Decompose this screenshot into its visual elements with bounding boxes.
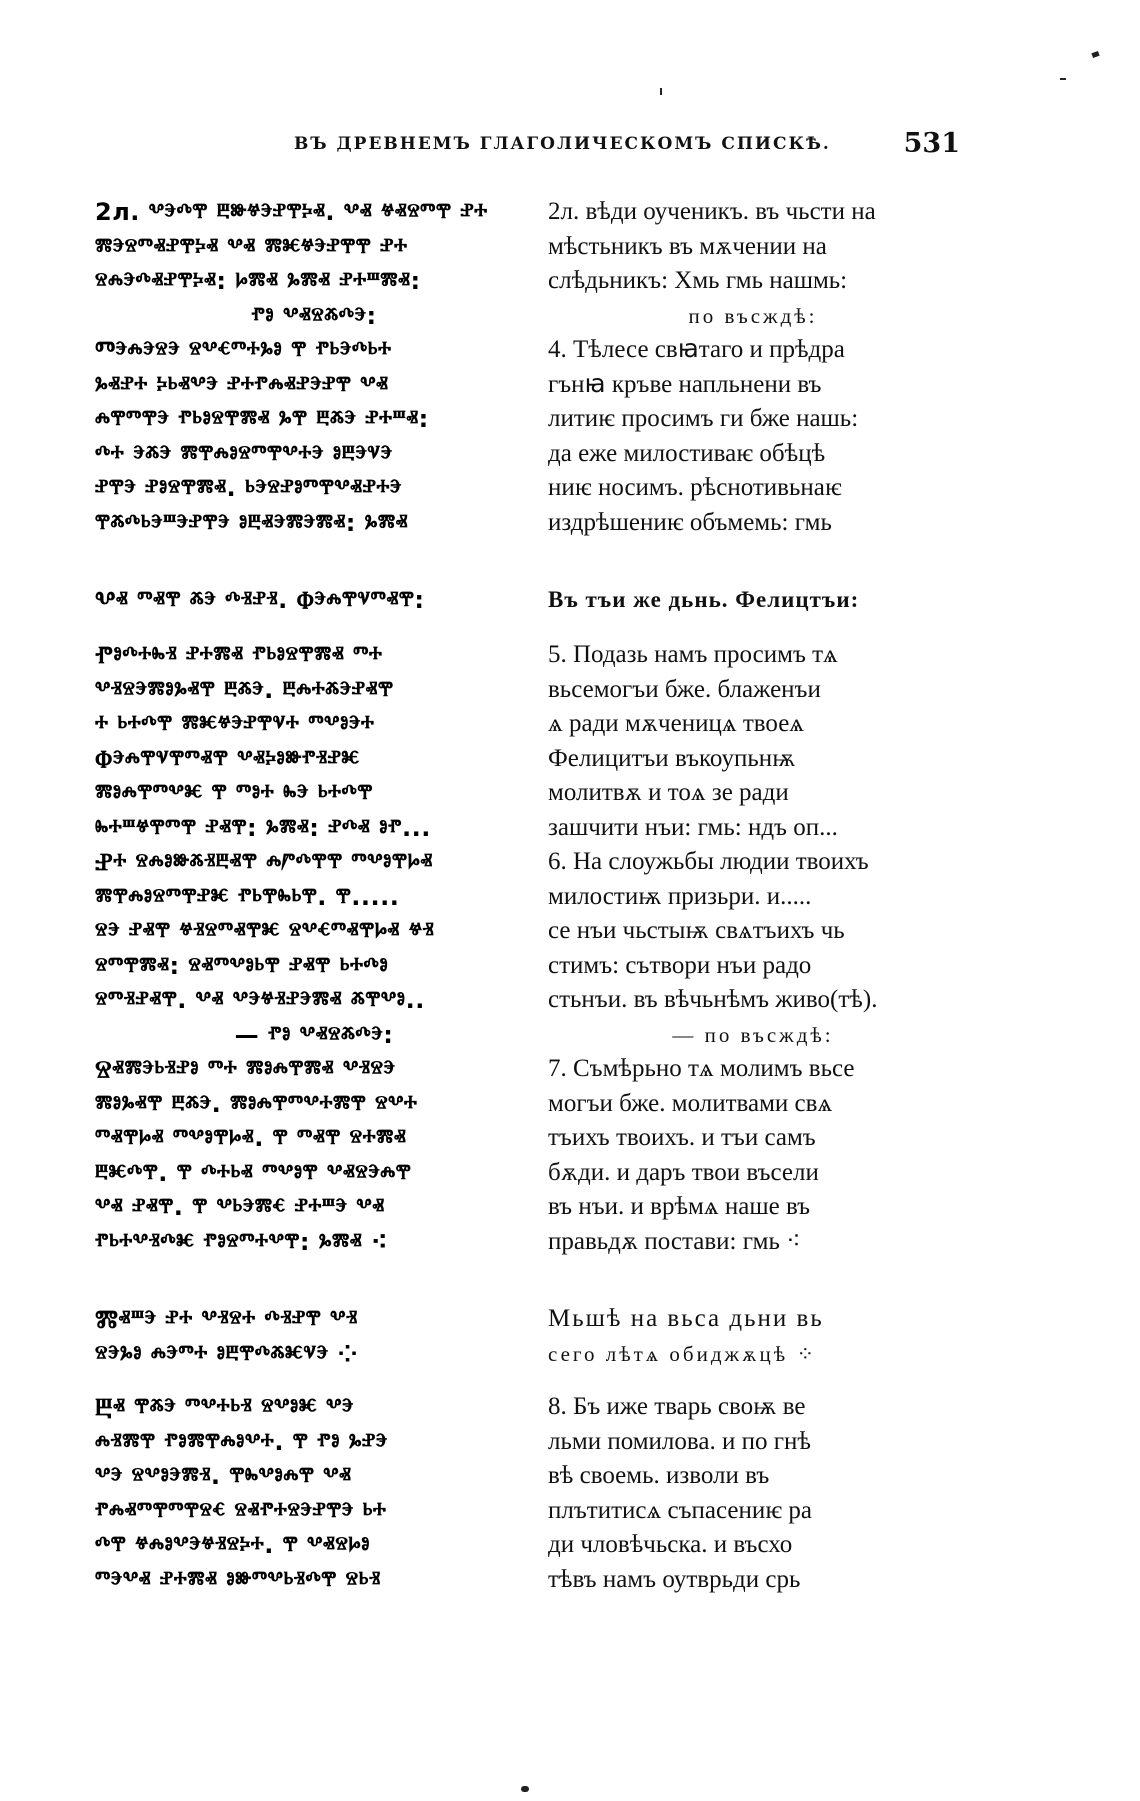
scan-speck xyxy=(1060,78,1066,80)
glagolitic-line: ⱂⰾⱏⱅⰹⱅⰹⱄⱔ ⱄⱏⱂⰰⱄⰵⱀⰹⰵ ⱃⰰ xyxy=(95,1496,387,1525)
cyrillic-line: слѣдьникъ: Хмь гмь нашмь: xyxy=(548,267,848,294)
cyrillic-line: бѫди. и даръ твои въсели xyxy=(548,1158,819,1186)
cyrillic-line: тъихъ твоихъ. и тъи самъ xyxy=(548,1124,816,1151)
glagolitic-column-block-2 xyxy=(95,638,533,1052)
glagolitic-line: Ⱄⱏⰿⰵⱃⱐⱀⱁ ⱅⰰ ⰿⱁⰾⰹⰿⱏ ⰲⱐⱄⰵ xyxy=(95,1055,396,1083)
glagolitic-line: ⱄⱅⱐⱀⱏⰹ. ⰲⱏ ⰲⰵⱍⱐⱀⰵⰿⱏ ⰶⰹⰲⱁ.. xyxy=(95,986,425,1014)
cyrillic-line: ѧ ради мѫченицѧ твоеѧ xyxy=(548,710,805,737)
cyrillic-line: льми помилова. и по гнѣ xyxy=(548,1427,811,1455)
page-header xyxy=(280,128,960,168)
cyrillic-column-block-4 xyxy=(548,1390,958,1597)
cyrillic-mass-heading xyxy=(548,1302,958,1371)
cyrillic-line: Мьшѣ на вьса дьни вь xyxy=(548,1305,824,1332)
running-title: ВЪ ДРЕВНЕМЪ ГЛАГОЛИЧЕСКОМЪ СПИСКѢ. xyxy=(294,134,831,154)
glagolitic-line: ⱄⰾⰵⰴⱏⱀⰹⰽⱏ: ⱈⰿⱏ ⰳⰿⱏ ⱀⰰⱎⰿⱏ: xyxy=(95,267,421,295)
glagolitic-line: ⱀⰹⰵ ⱀⱁⱄⰹⰿⱏ. ⱃⰵⱄⱀⱁⱅⰹⰲⱏⱀⰰⰵ xyxy=(95,474,402,502)
cyrillic-line: се нъи чьстыѭ свѧтъихъ чь xyxy=(548,917,845,944)
cyrillic-rubric: по въсждѣ: xyxy=(688,303,818,328)
cyrillic-column-block-1 xyxy=(548,195,958,540)
glagolitic-line: ⰲⱏ ⱀⱏⰹ. ⰹ ⰲⱃⰵⰿⱔ ⱀⰰⱎⰵ ⰲⱏ xyxy=(95,1193,385,1221)
glagolitic-line: ⰰ ⱃⰰⰴⰹ ⰿⱘⱍⰵⱀⰹⱌⰰ ⱅⰲⱁⰵⰰ xyxy=(95,710,375,738)
cyrillic-line: ниѥ носимъ. рѣснотивьнаѥ xyxy=(548,474,842,501)
glagolitic-line: ⱄⱅⰹⰿⱏ: ⱄⱏⱅⰲⱁⱃⰹ ⱀⱏⰹ ⱃⰰⰴⱁ xyxy=(95,951,389,980)
cyrillic-column-block-2 xyxy=(548,638,958,1052)
glagolitic-line: Ⱀⰰ ⱄⰾⱁⱆⰶⱐⰱⱏⰹ ⰾⱓⰴⰹⰹ ⱅⰲⱁⰹⱈⱏ xyxy=(95,848,433,876)
glagolitic-line: ⰾⰹⱅⰹⰵ ⱂⱃⱁⱄⰹⰿⱏ ⰳⰹ ⰱⰶⰵ ⱀⰰⱎⱏ: xyxy=(95,405,429,433)
glagolitic-line: ⰿⰹⰾⱁⱄⱅⰹⱀⱘ ⱂⱃⰹⰸⱃⰹ. ⰹ..... xyxy=(95,882,400,911)
cyrillic-line: гънꙗ кръве напльнени въ xyxy=(548,370,822,398)
cyrillic-line: зашчити нъи: гмь: ндъ оп... xyxy=(548,813,838,841)
cyrillic-line: 7. Съмѣрьно тѧ молимъ вьсе xyxy=(548,1055,855,1082)
cyrillic-line: вьсемогъи бже. блаженъи xyxy=(548,675,821,703)
glagolitic-feast-heading xyxy=(95,583,533,618)
cyrillic-line: плътитисѧ съпасениѥ ра xyxy=(548,1496,813,1524)
glagolitic-line: ⱄⰵ ⱀⱏⰹ ⱍⱐⱄⱅⱏⰹⱘ ⱄⰲⱔⱅⱏⰹⱈⱏ ⱍⱐ xyxy=(95,917,435,945)
cyrillic-feast-heading xyxy=(548,583,958,618)
glagolitic-line: Ⱇⰵⰾⰹⱌⰹⱅⱏⰹ ⰲⱏⰽⱁⱆⱂⱐⱀⱘ xyxy=(95,744,360,773)
glagolitic-line: ⰸⰰⱎⱍⰹⱅⰹ ⱀⱏⰹ: ⰳⰿⱏ: ⱀⰴⱏ ⱁⱂ... xyxy=(95,813,431,842)
scan-speck xyxy=(521,1786,529,1792)
cyrillic-line: 2л. вѣди оученикъ. въ чьсти на xyxy=(548,198,876,225)
cyrillic-rubric: — по въсждѣ: xyxy=(672,1022,834,1047)
cyrillic-line: да еже милостиваѥ обѣцѣ xyxy=(548,439,826,467)
cyrillic-line: Фелицитъи въкоупьнѭ xyxy=(548,744,796,772)
glagolitic-line: Ⰿⱏⱎⰵ ⱀⰰ ⰲⱐⱄⰰ ⰴⱐⱀⰹ ⰲⱐ xyxy=(95,1305,358,1333)
glagolitic-rubric: ⱂⱁ ⰲⱏⱄⰶⰴⰵ: xyxy=(251,301,377,330)
glagolitic-feast-heading-text: Ⰲⱏ ⱅⱏⰹ ⰶⰵ ⰴⱐⱀⱐ. Ⱇⰵⰾⰹⱌⱅⱏⰹ: xyxy=(95,586,425,614)
cyrillic-line: молитвѫ и тоѧ зе ради xyxy=(548,779,789,806)
glagolitic-line: Ⱅⰵⰾⰵⱄⰵ ⱄⰲⱔⱅⰰⰳⱁ ⰹ ⱂⱃⰵⰴⱃⰰ xyxy=(95,336,392,364)
glagolitic-line: ⰴⰹ ⱍⰾⱁⰲⰵⱍⱐⱄⰽⰰ. ⰹ ⰲⱏⱄⱈⱁ xyxy=(95,1531,371,1559)
cyrillic-line: стьнъи. въ вѣчьнѣмъ живо(тѣ). xyxy=(548,986,878,1013)
cyrillic-line: милостиѭ призьри. и..... xyxy=(548,882,812,910)
cyrillic-line: вѣ своемь. изволи въ xyxy=(548,1462,770,1489)
scan-speck xyxy=(660,88,662,95)
cyrillic-line: въ нъи. и врѣмѧ наше въ xyxy=(548,1193,811,1220)
glagolitic-line: ⰳⱏⱀⰰ ⰽⱃⱏⰲⰵ ⱀⰰⱂⰾⱏⱀⰵⱀⰹ ⰲⱏ xyxy=(95,370,389,399)
glagolitic-line: ⰱⱘⰴⰹ. ⰹ ⰴⰰⱃⱏ ⱅⰲⱁⰹ ⰲⱏⱄⰵⰾⰹ xyxy=(95,1158,412,1187)
cyrillic-line: издрѣшениѥ объмемь: гмь xyxy=(548,508,832,536)
glagolitic-line: ⰾⱐⰿⰹ ⱂⱁⰿⰹⰾⱁⰲⰰ. ⰹ ⱂⱁ ⰳⱀⰵ xyxy=(95,1427,388,1456)
glagolitic-rubric: — ⱂⱁ ⰲⱏⱄⰶⰴⰵ: xyxy=(234,1020,394,1049)
glagolitic-line: ⰴⰰ ⰵⰶⰵ ⰿⰹⰾⱁⱄⱅⰹⰲⰰⰵ ⱁⰱⰵⱌⰵ xyxy=(95,439,393,468)
glagolitic-line: ⰿⱁⰳⱏⰹ ⰱⰶⰵ. ⰿⱁⰾⰹⱅⰲⰰⰿⰹ ⱄⰲⰰ xyxy=(95,1089,418,1118)
glagolitic-mass-heading xyxy=(95,1302,533,1371)
glagolitic-line: Ⰱⱏ ⰹⰶⰵ ⱅⰲⰰⱃⱐ ⱄⰲⱁⱘ ⰲⰵ xyxy=(95,1393,354,1421)
cyrillic-column-block-3 xyxy=(548,1052,958,1259)
cyrillic-line: правьдѫ постави: гмь ⁖ xyxy=(548,1227,801,1255)
cyrillic-line: 6. На слоужьбы людии твоихъ xyxy=(548,848,869,875)
cyrillic-line: ди чловѣчьска. и въсхо xyxy=(548,1531,793,1558)
glagolitic-line: Ⱂⱁⰴⰰⰸⱐ ⱀⰰⰿⱏ ⱂⱃⱁⱄⰹⰿⱏ ⱅⰰ xyxy=(95,641,383,669)
cyrillic-line: мѣстьникъ въ мѫчении на xyxy=(548,232,827,260)
glagolitic-line: ⰿⰵⱄⱅⱏⱀⰹⰽⱏ ⰲⱏ ⰿⱘⱍⰵⱀⰹⰹ ⱀⰰ xyxy=(95,232,408,261)
glagolitic-line: ⰲⱐⱄⰵⰿⱁⰳⱏⰹ ⰱⰶⰵ. ⰱⰾⰰⰶⰵⱀⱏⰹ xyxy=(95,675,394,704)
cyrillic-line: литиѥ просимъ ги бже нашь: xyxy=(548,405,859,432)
scan-speck xyxy=(1091,51,1099,58)
page-number: 531 xyxy=(903,128,960,159)
glagolitic-line: ⰹⰶⰴⱃⰵⱎⰵⱀⰹⰵ ⱁⰱⱏⰵⰿⰵⰿⱏ: ⰳⰿⱏ xyxy=(95,508,409,537)
cyrillic-line: сего лѣтѧ обиджѫцѣ ⁘ xyxy=(548,1341,818,1366)
glagolitic-line: ⰲⰵ ⱄⰲⱁⰵⰿⱐ. ⰹⰸⰲⱁⰾⰹ ⰲⱏ xyxy=(95,1462,352,1490)
cyrillic-line: 8. Бъ иже тварь своѭ ве xyxy=(548,1393,806,1420)
glagolitic-column-block-3 xyxy=(95,1052,533,1259)
glagolitic-line: ⰿⱁⰾⰹⱅⰲⱘ ⰹ ⱅⱁⰰ ⰸⰵ ⱃⰰⰴⰹ xyxy=(95,779,373,807)
glagolitic-line: ⱅⰵⰲⱏ ⱀⰰⰿⱏ ⱁⱆⱅⰲⱃⱐⰴⰹ ⱄⱃⱐ xyxy=(95,1565,381,1594)
cyrillic-feast-heading-text: Въ тъи же дьнь. Фелицтъи: xyxy=(548,587,860,612)
glagolitic-column-block-4 xyxy=(95,1390,533,1597)
cyrillic-line: могъи бже. молитвами свѧ xyxy=(548,1089,833,1117)
cyrillic-line: стимъ: сътвори нъи радо xyxy=(548,951,812,979)
cyrillic-line: тѣвъ намъ оутврьди срь xyxy=(548,1565,801,1593)
cyrillic-line: 5. Подазь намъ просимъ тѧ xyxy=(548,641,838,668)
glagolitic-line: ⱅⱏⰹⱈⱏ ⱅⰲⱁⰹⱈⱏ. ⰹ ⱅⱏⰹ ⱄⰰⰿⱏ xyxy=(95,1124,407,1152)
glagolitic-line: 2л. ⰲⰵⰴⰹ ⰱⱆⱍⰵⱀⰹⰽⱏ. ⰲⱏ ⱍⱏⱄⱅⰹ ⱀⰰ xyxy=(95,198,488,226)
glagolitic-column-block-1 xyxy=(95,195,533,540)
glagolitic-line: ⱂⱃⰰⰲⱐⰴⱘ ⱂⱁⱄⱅⰰⰲⰹ: ⰳⰿⱏ ⁖ xyxy=(95,1227,388,1256)
glagolitic-line: ⱄⰵⰳⱁ ⰾⰵⱅⰰ ⱁⰱⰹⰴⰶⱘⱌⰵ ⁘ xyxy=(95,1339,359,1368)
cyrillic-line: 4. Тѣлесе свꙗтаго и прѣдра xyxy=(548,336,845,363)
